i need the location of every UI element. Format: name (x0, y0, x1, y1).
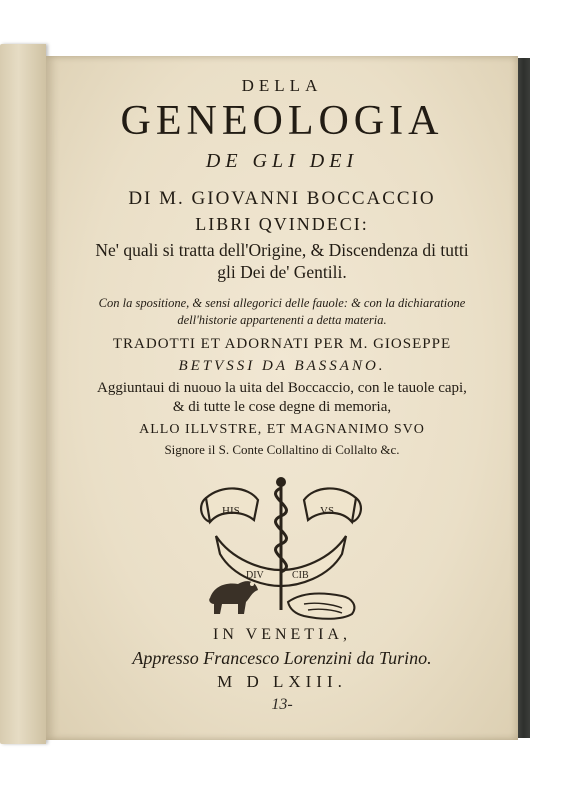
additions-line-1: Aggiuntaui di nuouo la uita del Boccaccio, con le tauole capi, (97, 380, 467, 396)
device-text-vs: VS (320, 505, 335, 517)
exposition-line-2: dell'historie appartenenti a detta materia. (177, 313, 387, 327)
main-title: GENEOLOGIA (120, 98, 444, 144)
imprint-printer: Appresso Francesco Lorenzini da Turino. (132, 648, 432, 668)
imprint-year: M D LXIII. (217, 672, 347, 691)
author-line: DI M. GIOVANNI BOCCACCIO (128, 188, 436, 209)
translator-line-1: TRADOTTI ET ADORNATI PER M. GIOSEPPE (112, 336, 452, 352)
title-line-della: DELLA (241, 76, 323, 95)
printers-device-emblem (192, 474, 370, 626)
exposition-line-1: Con la spositione, & sensi allegorici delle fauole: & con la dichiaratione (98, 296, 466, 310)
books-count-line: LIBRI QVINDECI: (195, 214, 369, 234)
subtitle-de-gli-dei: DE GLI DEI (205, 150, 359, 172)
device-text-div: DIV (246, 570, 264, 581)
device-text-cib: CIB (292, 570, 309, 581)
dedication-line-1: ALLO ILLVSTRE, ET MAGNANIMO SVO (139, 422, 425, 437)
device-text-his: HIS (222, 505, 240, 517)
dedication-line-2: Signore il S. Conte Collaltino di Collalto &c. (164, 442, 400, 457)
description-line-1: Ne' quali si tratta dell'Origine, & Discendenza di tutti (95, 240, 469, 260)
translator-line-2: BETVSSI DA BASSANO. (178, 358, 386, 374)
book-back-pages (0, 44, 46, 744)
title-page (46, 56, 518, 740)
additions-line-2: & di tutte le cose degne di memoria, (172, 399, 392, 415)
handwritten-annotation: 13- (271, 696, 293, 713)
description-line-2: gli Dei de' Gentili. (217, 262, 347, 282)
imprint-city: IN VENETIA, (213, 626, 351, 643)
